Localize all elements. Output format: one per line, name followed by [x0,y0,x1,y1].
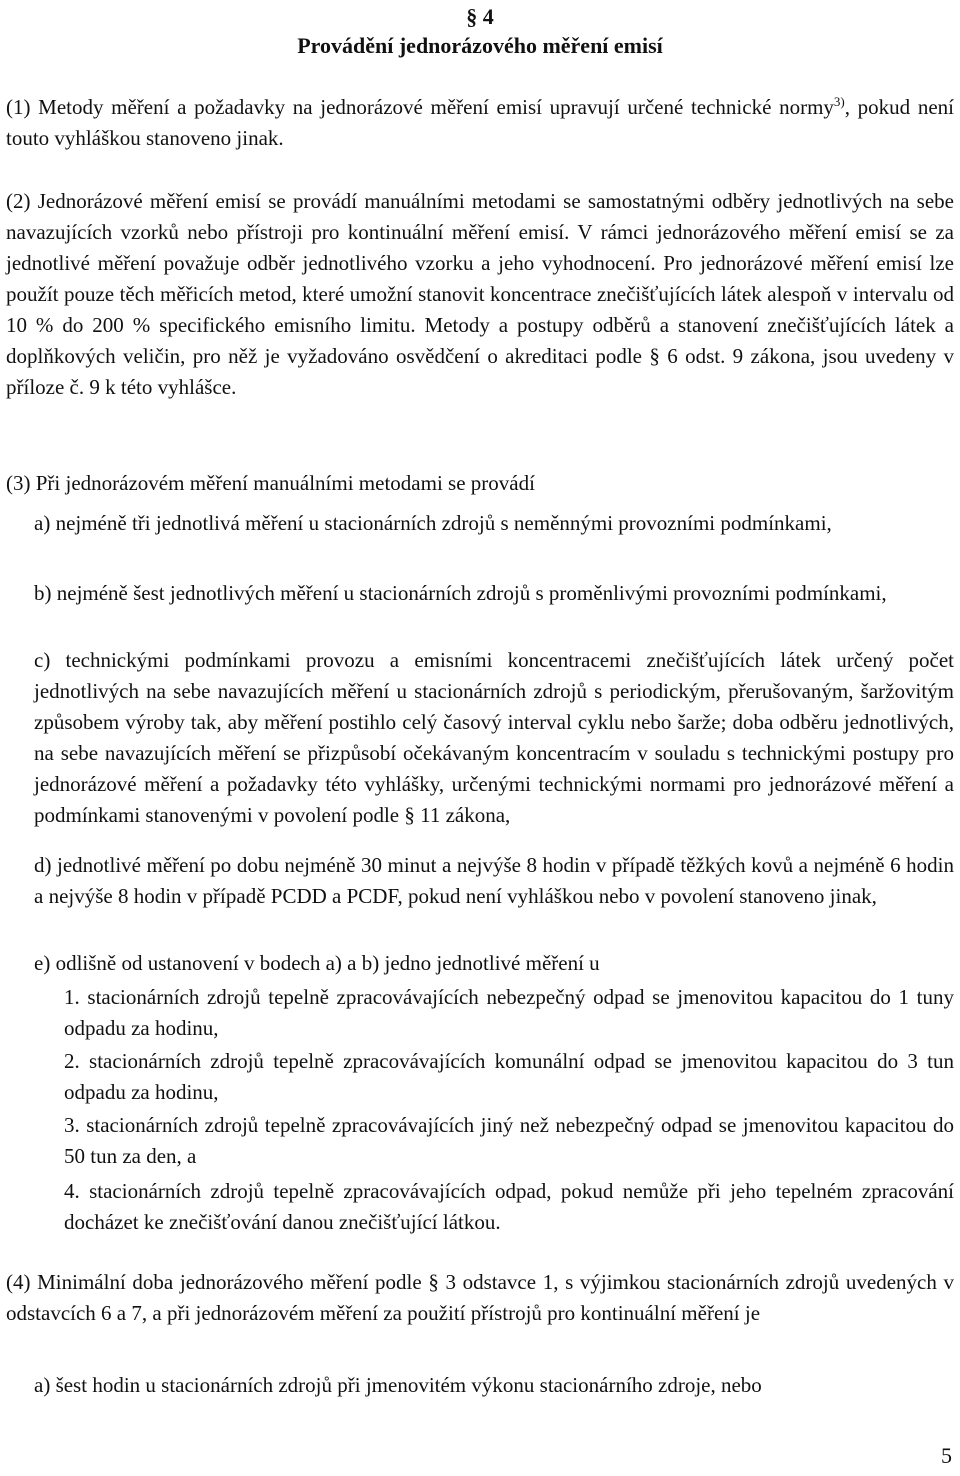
paragraph-3-item-a: a) nejméně tři jednotlivá měření u stacionárních zdrojů s neměnnými provozními podmínkami, [34,511,832,535]
paragraph-3-intro: (3) Při jednorázovém měření manuálními metodami se provádí [6,471,535,495]
section-number: § 4 [466,4,494,29]
footnote-reference: 3) [833,94,845,109]
paragraph-3-item-e-2: 2. stacionárních zdrojů tepelně zpracovávajících komunální odpad se jmenovitou kapacitou do 3 tun odpadu za hodinu, [64,1049,954,1104]
paragraph-3-item-e-3: 3. stacionárních zdrojů tepelně zpracovávajících jiný než nebezpečný odpad se jmenovitou kapacitou do 50 tun za den, a [64,1113,954,1168]
paragraph-1-text-end: , pokud není touto vyhláškou stanoveno jinak. [6,95,954,150]
paragraph-3-item-e: e) odlišně od ustanovení v bodech a) a b) jedno jednotlivé měření u [34,951,600,975]
section-title: Provádění jednorázového měření emisí [297,33,663,58]
paragraph-3-item-e-1: 1. stacionárních zdrojů tepelně zpracovávajících nebezpečný odpad se jmenovitou kapacitou do 1 tuny odpadu za hodinu, [64,985,954,1040]
paragraph-2: (2) Jednorázové měření emisí se provádí manuálními metodami se samostatnými odběry jednotlivých na sebe navazujících vzorků nebo přístroji pro kontinuální měření emisí. V rámci jednorázového měření emisí se za jednotlivé měření považuje odběr jednotlivého vzorku a jeho vyhodnocení. Pro jednorázové měření emisí lze použít pouze těch měřicích metod, které umožní stanovit koncentrace znečišťujících látek alespoň v intervalu od 10 % do 200 % specifického emisního limitu. Metody a postupy odběrů a stanovení znečišťujících látek a doplňkových veličin, pro něž je vyžadováno osvědčení o akreditaci podle § 6 odst. 9 zákona, jsou uvedeny v příloze č. 9 k této vyhlášce. [6,189,954,399]
page-number: 5 [941,1443,952,1468]
paragraph-3-item-b: b) nejméně šest jednotlivých měření u stacionárních zdrojů s proměnlivými provozními podmínkami, [34,581,887,605]
paragraph-3-item-e-4: 4. stacionárních zdrojů tepelně zpracovávajících odpad, pokud nemůže při jeho tepelném zpracování docházet ke znečišťování danou znečišťující látkou. [64,1179,954,1234]
paragraph-1-text: (1) Metody měření a požadavky na jednorázové měření emisí upravují určené technické normy [6,95,834,119]
paragraph-1 [6,92,954,154]
paragraph-3-item-d: d) jednotlivé měření po dobu nejméně 30 minut a nejvýše 8 hodin v případě těžkých kovů a nejméně 6 hodin a nejvýše 8 hodin v případě PCDD a PCDF, pokud není vyhláškou nebo v povolení stanoveno jinak, [34,853,954,908]
paragraph-4-intro: (4) Minimální doba jednorázového měření podle § 3 odstavce 1, s výjimkou stacionárních zdrojů uvedených v odstavcích 6 a 7, a při jednorázovém měření za použití přístrojů pro kontinuální měření je [6,1270,954,1325]
paragraph-3-item-c: c) technickými podmínkami provozu a emisními koncentracemi znečišťujících látek určený počet jednotlivých na sebe navazujících měření u stacionárních zdrojů s periodickým, přerušovaným, šaržovitým způsobem výroby tak, aby měření postihlo celý časový interval cyklu nebo šarže; doba odběru jednotlivých, na sebe navazujících měření se přizpůsobí očekávaným koncentracím v souladu s technickými postupy pro jednorázové měření a požadavky této vyhlášky, určenými technickými normami pro jednorázové měření a podmínkami stanovenými v povolení podle § 11 zákona, [34,648,954,827]
paragraph-4-item-a: a) šest hodin u stacionárních zdrojů při jmenovitém výkonu stacionárního zdroje, nebo [34,1373,762,1397]
